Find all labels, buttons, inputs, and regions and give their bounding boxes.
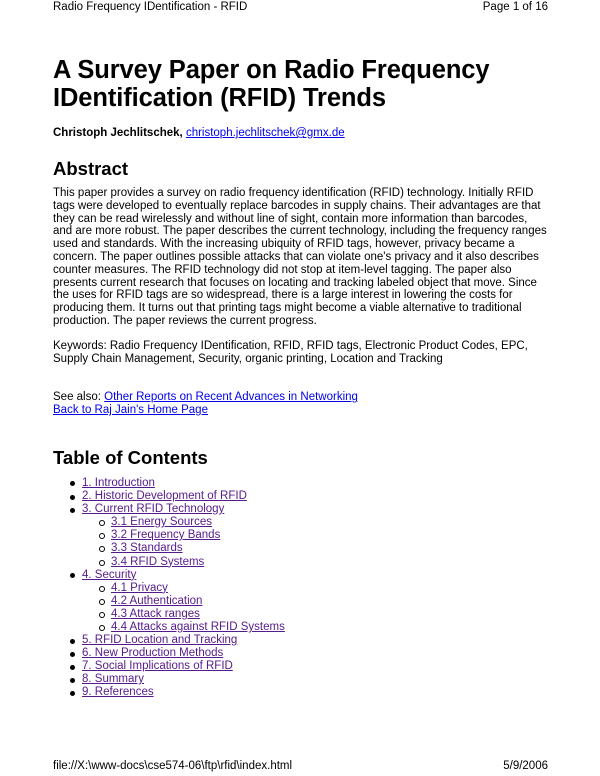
toc-link-references[interactable]: 9. References: [82, 686, 154, 699]
paper-title: A Survey Paper on Radio Frequency IDentification (RFID) Trends: [53, 56, 490, 112]
abstract-text: This paper provides a survey on radio frequency identification (RFID) technology. Initially RFID tags were developed to eventually replace barcodes in supply chains. Their advantages are that they can be read wirelessly and without line of sight, contain more information than barcodes, and are more robust. The paper describes the current technology, including the frequency ranges used and standards. With the increasing ubiquity of RFID tags, however, privacy became a concern. The paper outlines possible attacks that can violate one's privacy and it also describes counter measures. The RFID technology did not stop at item-level tagging. The paper also presents current research that focuses on locating and tracking labeled object that move. Since the uses for RFID tags are so widespread, there is a large interest in lowering the costs for producing them. It turns out that printing tags might become a viable alternative to traditional production. The paper reviews the current progress.: [53, 187, 547, 327]
toc-link-authentication[interactable]: 4.2 Authentication: [111, 594, 203, 607]
print-footer-path: file://X:\www-docs\cse574-06\ftp\rfid\index.html: [53, 760, 293, 772]
toc-link-security[interactable]: 4. Security: [82, 568, 137, 581]
see-also-label: See also:: [53, 391, 101, 404]
toc-item: [82, 686, 548, 699]
see-also-section: [53, 391, 548, 417]
toc-subitem: [111, 516, 548, 529]
toc-subitem: [111, 542, 548, 555]
toc-sublist: [82, 582, 548, 634]
toc-item: [82, 503, 548, 568]
toc-link-current-technology[interactable]: 3. Current RFID Technology: [82, 503, 225, 516]
author-email-link[interactable]: christoph.jechlitschek@gmx.de: [185, 127, 345, 139]
toc-link-attacks-against-systems[interactable]: 4.4 Attacks against RFID Systems: [111, 620, 285, 633]
toc-link-production-methods[interactable]: 6. New Production Methods: [82, 647, 224, 660]
toc-item: [82, 673, 548, 686]
other-reports-link[interactable]: Other Reports on Recent Advances in Networking: [104, 391, 358, 404]
document-body: [53, 56, 548, 700]
toc-link-location-tracking[interactable]: 5. RFID Location and Tracking: [82, 634, 238, 647]
toc-sublist: [82, 516, 548, 568]
toc-subitem: [111, 582, 548, 595]
toc-item: [82, 490, 548, 503]
toc-link-attack-ranges[interactable]: 4.3 Attack ranges: [111, 607, 200, 620]
abstract-heading: Abstract: [53, 158, 129, 179]
home-page-link[interactable]: Back to Raj Jain's Home Page: [53, 404, 208, 417]
toc-link-standards[interactable]: 3.3 Standards: [111, 542, 183, 555]
author-name: Christoph Jechlitschek,: [53, 127, 183, 139]
toc-heading: Table of Contents: [53, 446, 208, 468]
toc-subitem: [111, 556, 548, 569]
toc-subitem: [111, 529, 548, 542]
toc-link-energy-sources[interactable]: 3.1 Energy Sources: [111, 516, 213, 529]
author-line: [53, 127, 548, 139]
toc-item: [82, 569, 548, 634]
toc-link-rfid-systems[interactable]: 3.4 RFID Systems: [111, 555, 205, 568]
toc-item: [82, 660, 548, 673]
toc-link-introduction[interactable]: 1. Introduction: [82, 476, 155, 489]
toc-item: [82, 634, 548, 647]
toc-subitem: [111, 621, 548, 634]
toc-link-social-implications[interactable]: 7. Social Implications of RFID: [82, 660, 233, 673]
table-of-contents: [53, 477, 548, 700]
print-header-page-number: Page 1 of 16: [482, 1, 548, 13]
print-footer-date: 5/9/2006: [503, 760, 548, 772]
print-header-title: Radio Frequency IDentification - RFID: [53, 1, 248, 13]
toc-link-historic-development[interactable]: 2. Historic Development of RFID: [82, 490, 247, 503]
toc-link-privacy[interactable]: 4.1 Privacy: [111, 581, 168, 594]
toc-item: [82, 477, 548, 490]
keywords-text: Keywords: Radio Frequency IDentification, RFID, RFID tags, Electronic Product Codes, EPC, Supply Chain Management, Security, organic printing, Location and Tracking: [53, 339, 528, 365]
toc-link-frequency-bands[interactable]: 3.2 Frequency Bands: [111, 529, 221, 542]
toc-link-summary[interactable]: 8. Summary: [82, 673, 144, 686]
toc-subitem: [111, 608, 548, 621]
toc-item: [82, 647, 548, 660]
toc-subitem: [111, 595, 548, 608]
